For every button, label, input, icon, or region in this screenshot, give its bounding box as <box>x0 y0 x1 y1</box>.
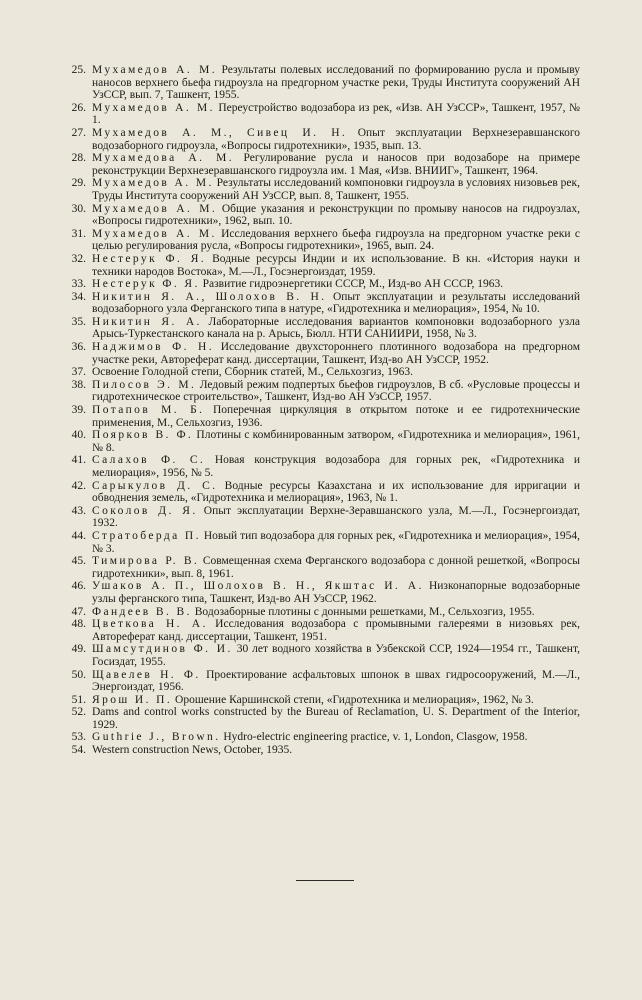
reference-author: Щавелев Н. Ф. <box>92 668 201 681</box>
reference-text: Western construction News, October, 1935. <box>92 744 293 757</box>
reference-text: Результаты исследований компоновки гидроузла в условиях низовьев рек, Труды Института сооружений АН УзССР, вып. 8, Ташкент, 1955. <box>92 177 580 202</box>
reference-number: 38. <box>71 378 86 391</box>
reference-entry <box>62 404 580 429</box>
reference-author: Мухамедов А. М. <box>92 202 218 215</box>
reference-body <box>92 454 580 479</box>
reference-author: Фандеев В. В. <box>92 605 192 618</box>
reference-body <box>92 580 580 605</box>
reference-number: 32. <box>71 252 86 265</box>
reference-entry <box>62 694 580 707</box>
reference-text: Освоение Голодной степи, Сборник статей, М., Сельхозгиз, 1963. <box>92 366 413 379</box>
reference-entry <box>62 253 580 278</box>
reference-number: 50. <box>71 668 86 681</box>
reference-number: 40. <box>71 429 86 442</box>
reference-text: Плотины с комбинированным затвором, «Гидротехника и мелиорация», 1961, № 8. <box>92 429 580 454</box>
reference-entry <box>62 379 580 404</box>
reference-body <box>92 127 580 152</box>
reference-author: Мухамедов А. М. <box>92 177 214 190</box>
reference-author: Никитин Я. А., Шолохов В. Н. <box>92 290 327 303</box>
reference-body <box>92 429 580 454</box>
reference-number: 51. <box>71 693 86 706</box>
reference-entry <box>62 316 580 341</box>
reference-number: 44. <box>71 529 86 542</box>
reference-body <box>92 341 580 366</box>
reference-entry <box>62 731 580 744</box>
reference-body <box>92 64 580 102</box>
reference-entry <box>62 606 580 619</box>
reference-number: 41. <box>71 454 86 467</box>
reference-number: 30. <box>71 202 86 215</box>
reference-number: 37. <box>71 366 86 379</box>
reference-number: 33. <box>71 278 86 291</box>
reference-body <box>92 177 580 202</box>
reference-number: 31. <box>71 227 86 240</box>
reference-author: Шамсутдинов Ф. И. <box>92 643 233 656</box>
reference-entry <box>62 341 580 366</box>
reference-text: Водные ресурсы Индии и их использование. В кн. «История науки и техники народов Востока», М.—Л., Госэнергоиздат, 1959. <box>92 252 580 278</box>
reference-entry <box>62 228 580 253</box>
reference-number: 49. <box>71 643 86 656</box>
reference-body <box>92 228 580 253</box>
reference-number: 45. <box>71 555 86 568</box>
reference-text: Низконапорные водозаборные узлы ферганского типа, Ташкент, Изд-во АН УзССР, 1962. <box>92 580 581 605</box>
reference-entry <box>62 480 580 505</box>
reference-entry <box>62 505 580 530</box>
reference-text: Hydro-electric engineering practice, v. 1, London, Clasgow, 1958. <box>223 731 528 744</box>
reference-author: Соколов Д. Я. <box>92 504 198 517</box>
reference-body <box>92 731 580 744</box>
reference-author: Сарыкулов Д. С. <box>92 479 218 492</box>
reference-text: Развитие гидроэнергетики СССР, М., Изд-во АН СССР, 1963. <box>202 278 504 291</box>
reference-entry <box>62 203 580 228</box>
reference-text: Ледовый режим подпертых бьефов гидроузлов, В сб. «Русловые процессы и гидротехническое строительство», Ташкент, Изд-во АН УзССР, 1957. <box>92 378 580 404</box>
reference-number: 52. <box>71 706 86 719</box>
reference-text: Водные ресурсы Казахстана и их использование для ирригации и обводнения земель, «Гидротехника и мелиорация», 1963, № 1. <box>92 479 581 505</box>
reference-entry <box>62 102 580 127</box>
reference-body <box>92 366 580 379</box>
reference-author: Пилосов Э. М. <box>92 378 197 391</box>
reference-body <box>92 643 580 668</box>
reference-number: 53. <box>71 731 86 744</box>
reference-text: 30 лет водного хозяйства в Узбекской ССР, 1924—1954 гг., Ташкент, Госиздат, 1955. <box>92 643 580 668</box>
reference-text: Новый тип водозабора для горных рек, «Гидротехника и мелиорация», 1954, № 3. <box>92 529 580 555</box>
reference-text: Опыт эксплуатации и результаты исследований водозаборного узла Ферганского типа в натуре, «Гидротехника и мелиорация», 1954, № 10. <box>92 290 580 316</box>
reference-author: Мухамедов А. М. <box>92 227 217 240</box>
reference-number: 39. <box>71 404 86 417</box>
reference-text: Опыт эксплуатации Верхне-Зеравшанского узла, М.—Л., Госэнергоиздат, 1932. <box>92 504 581 530</box>
reference-author: Цветкова Н. А. <box>92 618 208 631</box>
reference-author: Поярков В. Ф. <box>92 429 194 442</box>
reference-text: Новая конструкция водозабора для горных рек, «Гидротехника и мелиорация», 1956, № 5. <box>92 454 580 479</box>
reference-number: 46. <box>71 580 86 593</box>
reference-author: Ярош И. П. <box>92 693 173 706</box>
reference-author: Стратоберда П. <box>92 529 201 542</box>
reference-body <box>92 278 580 291</box>
reference-entry <box>62 618 580 643</box>
reference-text: Проектирование асфальтовых шпонок в швах гидросооружений, М.—Л., Энергоиздат, 1956. <box>92 668 580 694</box>
reference-entry <box>62 706 580 731</box>
reference-number: 26. <box>71 101 86 114</box>
reference-text: Общие указания и реконструкции по промыву наносов на гидроузлах, «Вопросы гидротехники», 1962, вып. 10. <box>92 202 580 228</box>
reference-text: Орошение Каршинской степи, «Гидротехника и мелиорация», 1962, № 3. <box>175 693 534 706</box>
reference-text: Результаты полевых исследований по формированию русла и промыву наносов верхнего бьефа гидроузла на предгорном участке реки, Труды Института сооружений АН УзССР, вып. 7, Ташкент, 1955. <box>92 64 580 102</box>
reference-author: Наджимов Ф. Н. <box>92 341 214 354</box>
reference-entry <box>62 177 580 202</box>
reference-text: Регулирование русла и наносов при водозаборе на примере реконструкции Верхнезеравшанского гидроузла им. 1 Мая, «Изв. ВНИИГ», Ташкент, 1964. <box>92 152 580 177</box>
reference-body <box>92 291 580 316</box>
reference-number: 25. <box>71 64 86 76</box>
reference-number: 35. <box>71 315 86 328</box>
reference-number: 28. <box>71 152 86 165</box>
reference-body <box>92 505 580 530</box>
reference-list <box>62 64 580 757</box>
reference-author: Салахов Ф. С. <box>92 454 206 467</box>
reference-entry <box>62 278 580 291</box>
reference-text: Лабораторные исследования вариантов компоновки водозаборного узла Арысь-Туркестанского канала на р. Арысь, Бюлл. НТИ САНИИРИ, 1958, № 3. <box>92 315 580 341</box>
reference-author: Нестерук Ф. Я. <box>92 252 207 265</box>
reference-text: Dams and control works constructed by the Bureau of Reclamation, U. S. Department of the Interior, 1929. <box>92 706 580 731</box>
reference-entry <box>62 127 580 152</box>
reference-number: 34. <box>71 290 86 303</box>
reference-entry <box>62 291 580 316</box>
reference-author: Тимирова Р. В. <box>92 555 200 568</box>
reference-entry <box>62 64 580 102</box>
reference-entry <box>62 152 580 177</box>
reference-author: Мухамедов А. М. <box>92 101 215 114</box>
reference-entry <box>62 530 580 555</box>
reference-author: Нестерук Ф. Я. <box>92 278 200 291</box>
reference-number: 36. <box>71 341 86 354</box>
reference-body <box>92 379 580 404</box>
reference-body <box>92 555 580 580</box>
reference-body <box>92 706 580 731</box>
reference-body <box>92 618 580 643</box>
reference-text: Исследования водозабора с промывными галереями в низовьях рек, Автореферат канд. диссертации, Ташкент, 1951. <box>92 618 580 643</box>
reference-body <box>92 480 580 505</box>
reference-entry <box>62 643 580 668</box>
reference-entry <box>62 669 580 694</box>
reference-author: Мухамедов А. М. <box>92 64 217 76</box>
reference-number: 43. <box>71 504 86 517</box>
reference-entry <box>62 744 580 757</box>
reference-author: Мухамедова А. М. <box>92 152 235 165</box>
reference-text: Водозаборные плотины с донными решетками, М., Сельхозгиз, 1955. <box>194 605 535 618</box>
section-divider-rule <box>296 880 354 881</box>
reference-number: 42. <box>71 479 86 492</box>
reference-text: Поперечная циркуляция в открытом потоке и ее гидротехнические применения, М., Сельхозгиз, 1936. <box>92 404 581 429</box>
reference-number: 27. <box>71 126 86 139</box>
reference-body <box>92 253 580 278</box>
reference-body <box>92 694 580 707</box>
reference-body <box>92 404 580 429</box>
reference-body <box>92 744 580 757</box>
reference-text: Совмещенная схема Ферганского водозабора с донной решеткой, «Вопросы гидротехники», вып. 8, 1961. <box>92 555 581 580</box>
reference-body <box>92 669 580 694</box>
reference-number: 29. <box>71 177 86 190</box>
reference-author: Мухамедов А. М., Сивец И. Н. <box>92 126 348 139</box>
reference-entry <box>62 580 580 605</box>
reference-body <box>92 606 580 619</box>
reference-number: 48. <box>71 618 86 631</box>
reference-author: Никитин Я. А. <box>92 315 202 328</box>
reference-author: Потапов М. Б. <box>92 404 205 417</box>
reference-entry <box>62 429 580 454</box>
reference-entry <box>62 366 580 379</box>
reference-body <box>92 152 580 177</box>
reference-author: Ушаков А. П., Шолохов В. Н., Якштас И. А. <box>92 580 424 593</box>
reference-text: Исследование двухстороннего плотинного водозабора на предгорном участке реки, Автореферат канд. диссертации, Ташкент, Изд-во АН УзССР, 1952. <box>92 341 580 366</box>
reference-body <box>92 102 580 127</box>
reference-author: Guthrie J., Brown. <box>92 731 221 744</box>
reference-body <box>92 203 580 228</box>
reference-entry <box>62 454 580 479</box>
reference-entry <box>62 555 580 580</box>
reference-text: Опыт эксплуатации Верхнезеравшанского водозаборного гидроузла, «Вопросы гидротехники», 1935, вып. 13. <box>92 126 580 152</box>
reference-body <box>92 530 580 555</box>
reference-number: 47. <box>71 605 86 618</box>
reference-text: Исследования верхнего бьефа гидроузла на предгорном участке реки с целью регулирования русла, «Вопросы гидротехники», 1965, вып. 24. <box>92 227 581 253</box>
reference-body <box>92 316 580 341</box>
reference-text: Переустройство водозабора из рек, «Изв. АН УзССР», Ташкент, 1957, № 1. <box>92 101 580 127</box>
reference-number: 54. <box>71 744 86 757</box>
